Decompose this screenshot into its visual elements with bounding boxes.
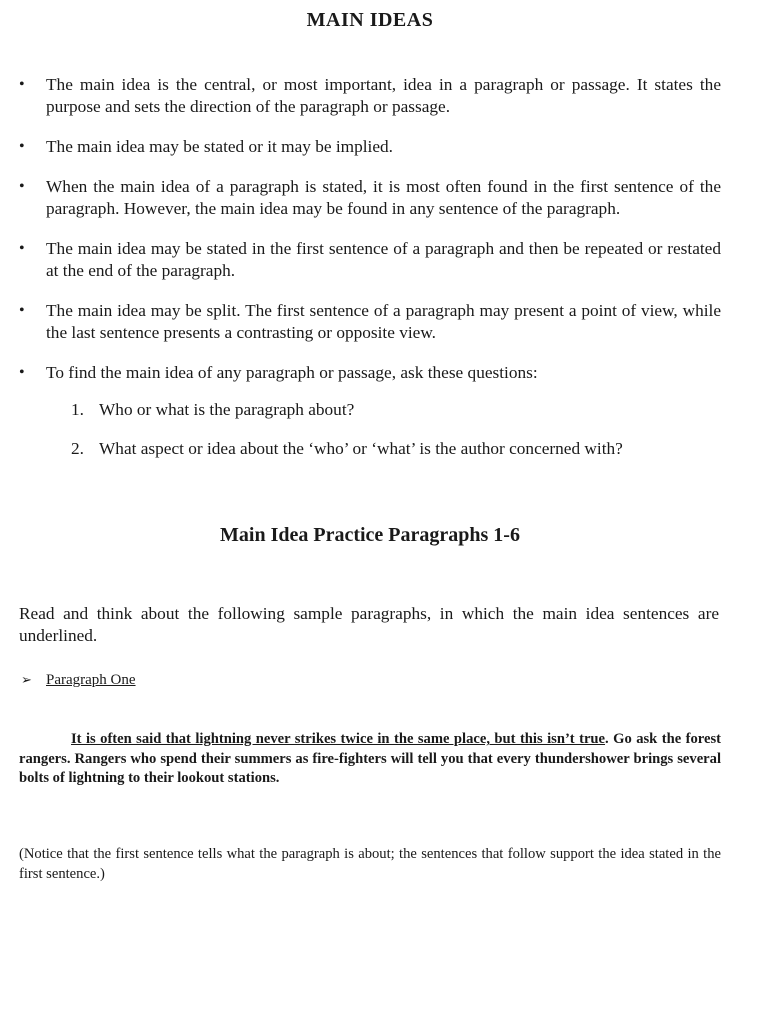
bullet-text: The main idea may be stated in the first sentence of a paragraph and then be repeated or restated at the end of the paragraph. <box>46 239 721 280</box>
main-idea-sentence: It is often said that lightning never strikes twice in the same place, but this isn’t true <box>71 731 606 747</box>
question-text: Who or what is the paragraph about? <box>99 400 355 419</box>
bullet-item <box>19 176 721 220</box>
question-item <box>19 399 721 421</box>
bullet-dot-icon: • <box>19 178 25 195</box>
section-title: Main Idea Practice Paragraphs 1-6 <box>220 524 520 546</box>
question-number: 1. <box>71 400 84 419</box>
bullet-dot-icon: • <box>19 240 25 257</box>
bullet-item <box>19 238 721 282</box>
bullet-item <box>19 362 721 384</box>
explanatory-note: (Notice that the first sentence tells what the paragraph is about; the sentences that follow support the idea stated in the first sentence.) <box>19 846 721 882</box>
bullet-text: The main idea may be split. The first sentence of a paragraph may present a point of view, while the last sentence presents a contrasting or opposite view. <box>46 301 721 342</box>
question-list-container <box>19 399 721 460</box>
bullet-dot-icon: • <box>19 302 25 319</box>
paragraph-heading <box>21 670 136 690</box>
question-text: What aspect or idea about the ‘who’ or ‘what’ is the author concerned with? <box>99 439 623 458</box>
paragraph-heading-label: Paragraph One <box>46 672 136 688</box>
bullet-item <box>19 74 721 118</box>
bullet-text: To find the main idea of any paragraph or passage, ask these questions: <box>46 363 538 382</box>
question-number: 2. <box>71 439 84 458</box>
bullet-dot-icon: • <box>19 76 25 93</box>
bullet-text: The main idea may be stated or it may be implied. <box>46 137 393 156</box>
supporting-sentences: . Go ask the forest rangers. Rangers who spend their summers as fire-fighters will tell you that every thundershower brings several bolts of lightning to their lookout stations. <box>19 731 721 786</box>
main-idea-bullet-list <box>19 74 721 477</box>
sample-paragraph <box>19 730 721 789</box>
bullet-item <box>19 300 721 344</box>
bullet-item <box>19 136 721 158</box>
page-title: MAIN IDEAS <box>306 9 434 31</box>
bullet-text: The main idea is the central, or most important, idea in a paragraph or passage. It states the purpose and sets the direction of the paragraph or passage. <box>46 75 721 116</box>
intro-text: Read and think about the following sample paragraphs, in which the main idea sentences are underlined. <box>19 604 719 645</box>
bullet-dot-icon: • <box>19 138 25 155</box>
question-list <box>19 399 721 460</box>
bullet-dot-icon: • <box>19 364 25 381</box>
bullet-text: When the main idea of a paragraph is stated, it is most often found in the first sentence of the paragraph. However, the main idea may be found in any sentence of the paragraph. <box>46 177 721 218</box>
arrow-bullet-icon: ➢ <box>21 672 32 687</box>
question-item <box>19 438 721 460</box>
